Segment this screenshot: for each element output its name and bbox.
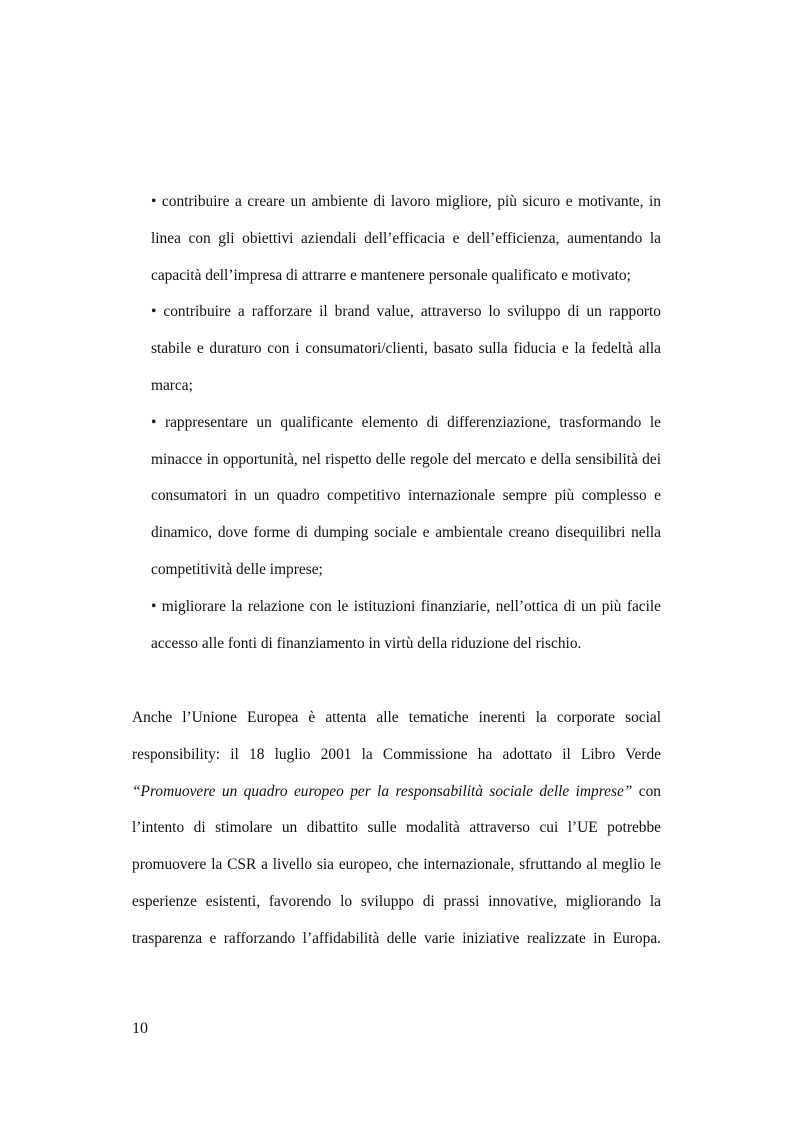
green-paper-title: “Promuovere un quadro europeo per la responsabilità sociale delle imprese” [132, 782, 633, 800]
bullet-item-workplace: • contribuire a creare un ambiente di lavoro migliore, più sicuro e motivante, in linea con gli obiettivi aziendali dell’efficacia e dell’efficienza, aumentando la capacità dell’impresa di attrarre e mantenere personale qualificato e motivato; [151, 193, 661, 284]
page-number: 10 [132, 1020, 148, 1037]
bullet-list [151, 184, 661, 662]
paragraph-text-before: Anche l’Unione Europea è attenta alle tematiche inerenti la corporate social responsibility: il 18 luglio 2001 la Commissione ha adottato il Libro Verde [132, 709, 661, 763]
bullet-item-financial-institutions: • migliorare la relazione con le istituzioni finanziarie, nell’ottica di un più facile accesso alle fonti di finanziamento in virtù della riduzione del rischio. [151, 597, 661, 652]
bullet-item-differentiation: • rappresentare un qualificante elemento di differenziazione, trasformando le minacce in opportunità, nel rispetto delle regole del mercato e della sensibilità dei consumatori in un quadro competitivo internazionale sempre più complesso e dinamico, dove forme di dumping sociale e ambientale creano disequilibri nella competitività delle imprese; [151, 413, 661, 578]
body-paragraph-eu [132, 700, 661, 958]
paragraph-text-after: con l’intento di stimolare un dibattito sulle modalità attraverso cui l’UE potrebbe promuovere la CSR a livello sia europeo, che internazionale, sfruttando al meglio le esperienze esistenti, favorendo lo sviluppo di prassi innovative, migliorando la trasparenza e rafforzando l’affidabilità delle varie iniziative realizzate in Europa. [132, 782, 661, 947]
bullet-item-brand-value: • contribuire a rafforzare il brand value, attraverso lo sviluppo di un rapporto stabile e duraturo con i consumatori/clienti, basato sulla fiducia e la fedeltà alla marca; [151, 303, 661, 394]
